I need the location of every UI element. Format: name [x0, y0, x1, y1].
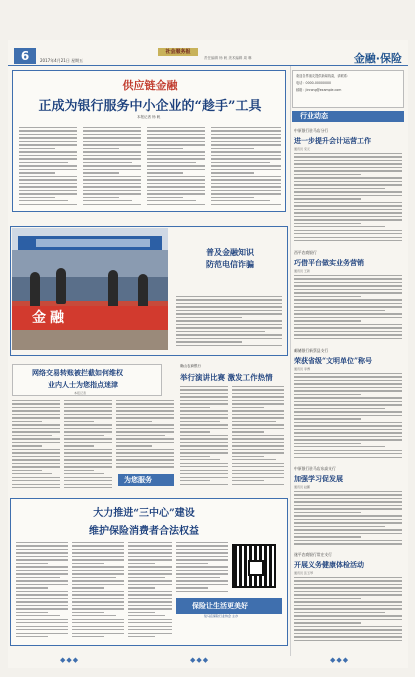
masthead-meta: 责任编辑 杨 帆 美术编辑 周 琳 — [204, 56, 252, 60]
text-column — [147, 127, 205, 207]
text-column — [12, 400, 60, 492]
text-column — [64, 400, 112, 492]
contact-line: 邮箱：jinrong@example.com — [296, 88, 342, 92]
photo-caption-line: 普及金融知识 — [206, 247, 254, 257]
mid-story-byline: 本报记者 — [74, 391, 87, 395]
right-story-title: 巧借平台做实业务营销 — [294, 258, 364, 267]
right-story-title: 进一步提升会计运营工作 — [294, 136, 371, 145]
insurance-band-sub: 驻马店保险行业协会 主办 — [204, 614, 238, 618]
industry-news-band: 行业动态 — [292, 111, 404, 122]
top-story-title-1: 供应链金融 — [122, 79, 178, 92]
text-column — [180, 386, 228, 490]
right-story-head: 中原银行驻马店东高支行 — [294, 466, 336, 471]
right-story-byline: 通讯员 王新 — [294, 269, 310, 273]
contact-line: 电话：0000-00000000 — [296, 81, 332, 85]
section-title: 金融·保险 — [353, 52, 402, 65]
photo-story-text — [176, 296, 282, 348]
masthead-date: 2017年4月21日 星期五 — [40, 58, 84, 63]
service-band: 为您服务 — [118, 474, 174, 486]
qr-code[interactable] — [232, 544, 276, 588]
right-story-byline: 通讯员 赵鹏 — [294, 485, 310, 489]
right-story-byline: 通讯员 李博 — [294, 367, 310, 371]
mid-right-title: 举行演讲比赛 激发工作热情 — [180, 373, 273, 382]
top-story-title-2: 正成为银行服务中小企业的“趁手”工具 — [38, 99, 262, 114]
masthead-rule — [8, 65, 408, 66]
right-story-head: 西平农商银行 — [294, 250, 317, 255]
text-column — [128, 542, 172, 642]
paper-name: 社会服务报 — [158, 48, 198, 56]
right-story-title: 荣获省级“文明单位”称号 — [294, 356, 373, 365]
right-story-text — [294, 275, 402, 343]
right-story-text — [294, 153, 402, 245]
mid-story-title-2: 业内人士为您指点迷津 — [48, 380, 118, 389]
photo-red-banner: 金融 — [12, 306, 168, 330]
top-story-byline: 本报记者 杨 帆 — [137, 115, 161, 119]
text-column — [116, 400, 174, 470]
mid-right-head: 确山农商银行 — [180, 364, 201, 368]
right-story-text — [294, 577, 402, 643]
masthead — [8, 44, 408, 64]
right-story-byline: 通讯员 宋元 — [294, 147, 310, 151]
text-column — [83, 127, 141, 207]
right-story-title: 开展义务健康体检活动 — [294, 560, 364, 569]
right-story-byline: 通讯员 张玉琴 — [294, 571, 313, 575]
photo-banner — [18, 236, 162, 250]
contact-box — [292, 70, 404, 108]
insurance-band: 保险让生活更美好 — [176, 598, 282, 614]
contact-line: 欢迎各界朋友提供新闻线索，请联系： — [296, 74, 351, 78]
text-column — [211, 127, 281, 207]
news-photo — [12, 228, 168, 350]
photo-caption-line: 防范电信诈骗 — [206, 259, 254, 269]
text-column — [19, 127, 77, 207]
text-column — [176, 542, 228, 594]
right-story-text — [294, 491, 402, 547]
page-number: 6 — [14, 48, 36, 64]
right-story-title: 加强学习促发展 — [294, 474, 343, 483]
photo-caption — [174, 228, 286, 278]
right-story-head: 中原银行驻马店分行 — [294, 128, 329, 133]
footer-ornament: ◆◆◆ — [190, 656, 210, 664]
right-story-head: 遂平农商银行常庄支行 — [294, 552, 332, 557]
right-story-text — [294, 373, 402, 461]
column-divider — [290, 66, 291, 656]
bottom-story-title-1: 大力推进“三中心”建设 — [93, 508, 195, 519]
footer-ornament: ◆◆◆ — [330, 656, 350, 664]
text-column — [72, 542, 124, 642]
text-column — [16, 542, 68, 642]
right-story-head: 邮储银行新蔡县支行 — [294, 348, 329, 353]
text-column — [232, 386, 284, 490]
bottom-story-title-2: 维护保险消费者合法权益 — [89, 526, 199, 537]
footer-ornament: ◆◆◆ — [60, 656, 80, 664]
top-story — [12, 70, 286, 212]
mid-story-title-1: 网络交易转账被拦截如何维权 — [32, 368, 123, 377]
